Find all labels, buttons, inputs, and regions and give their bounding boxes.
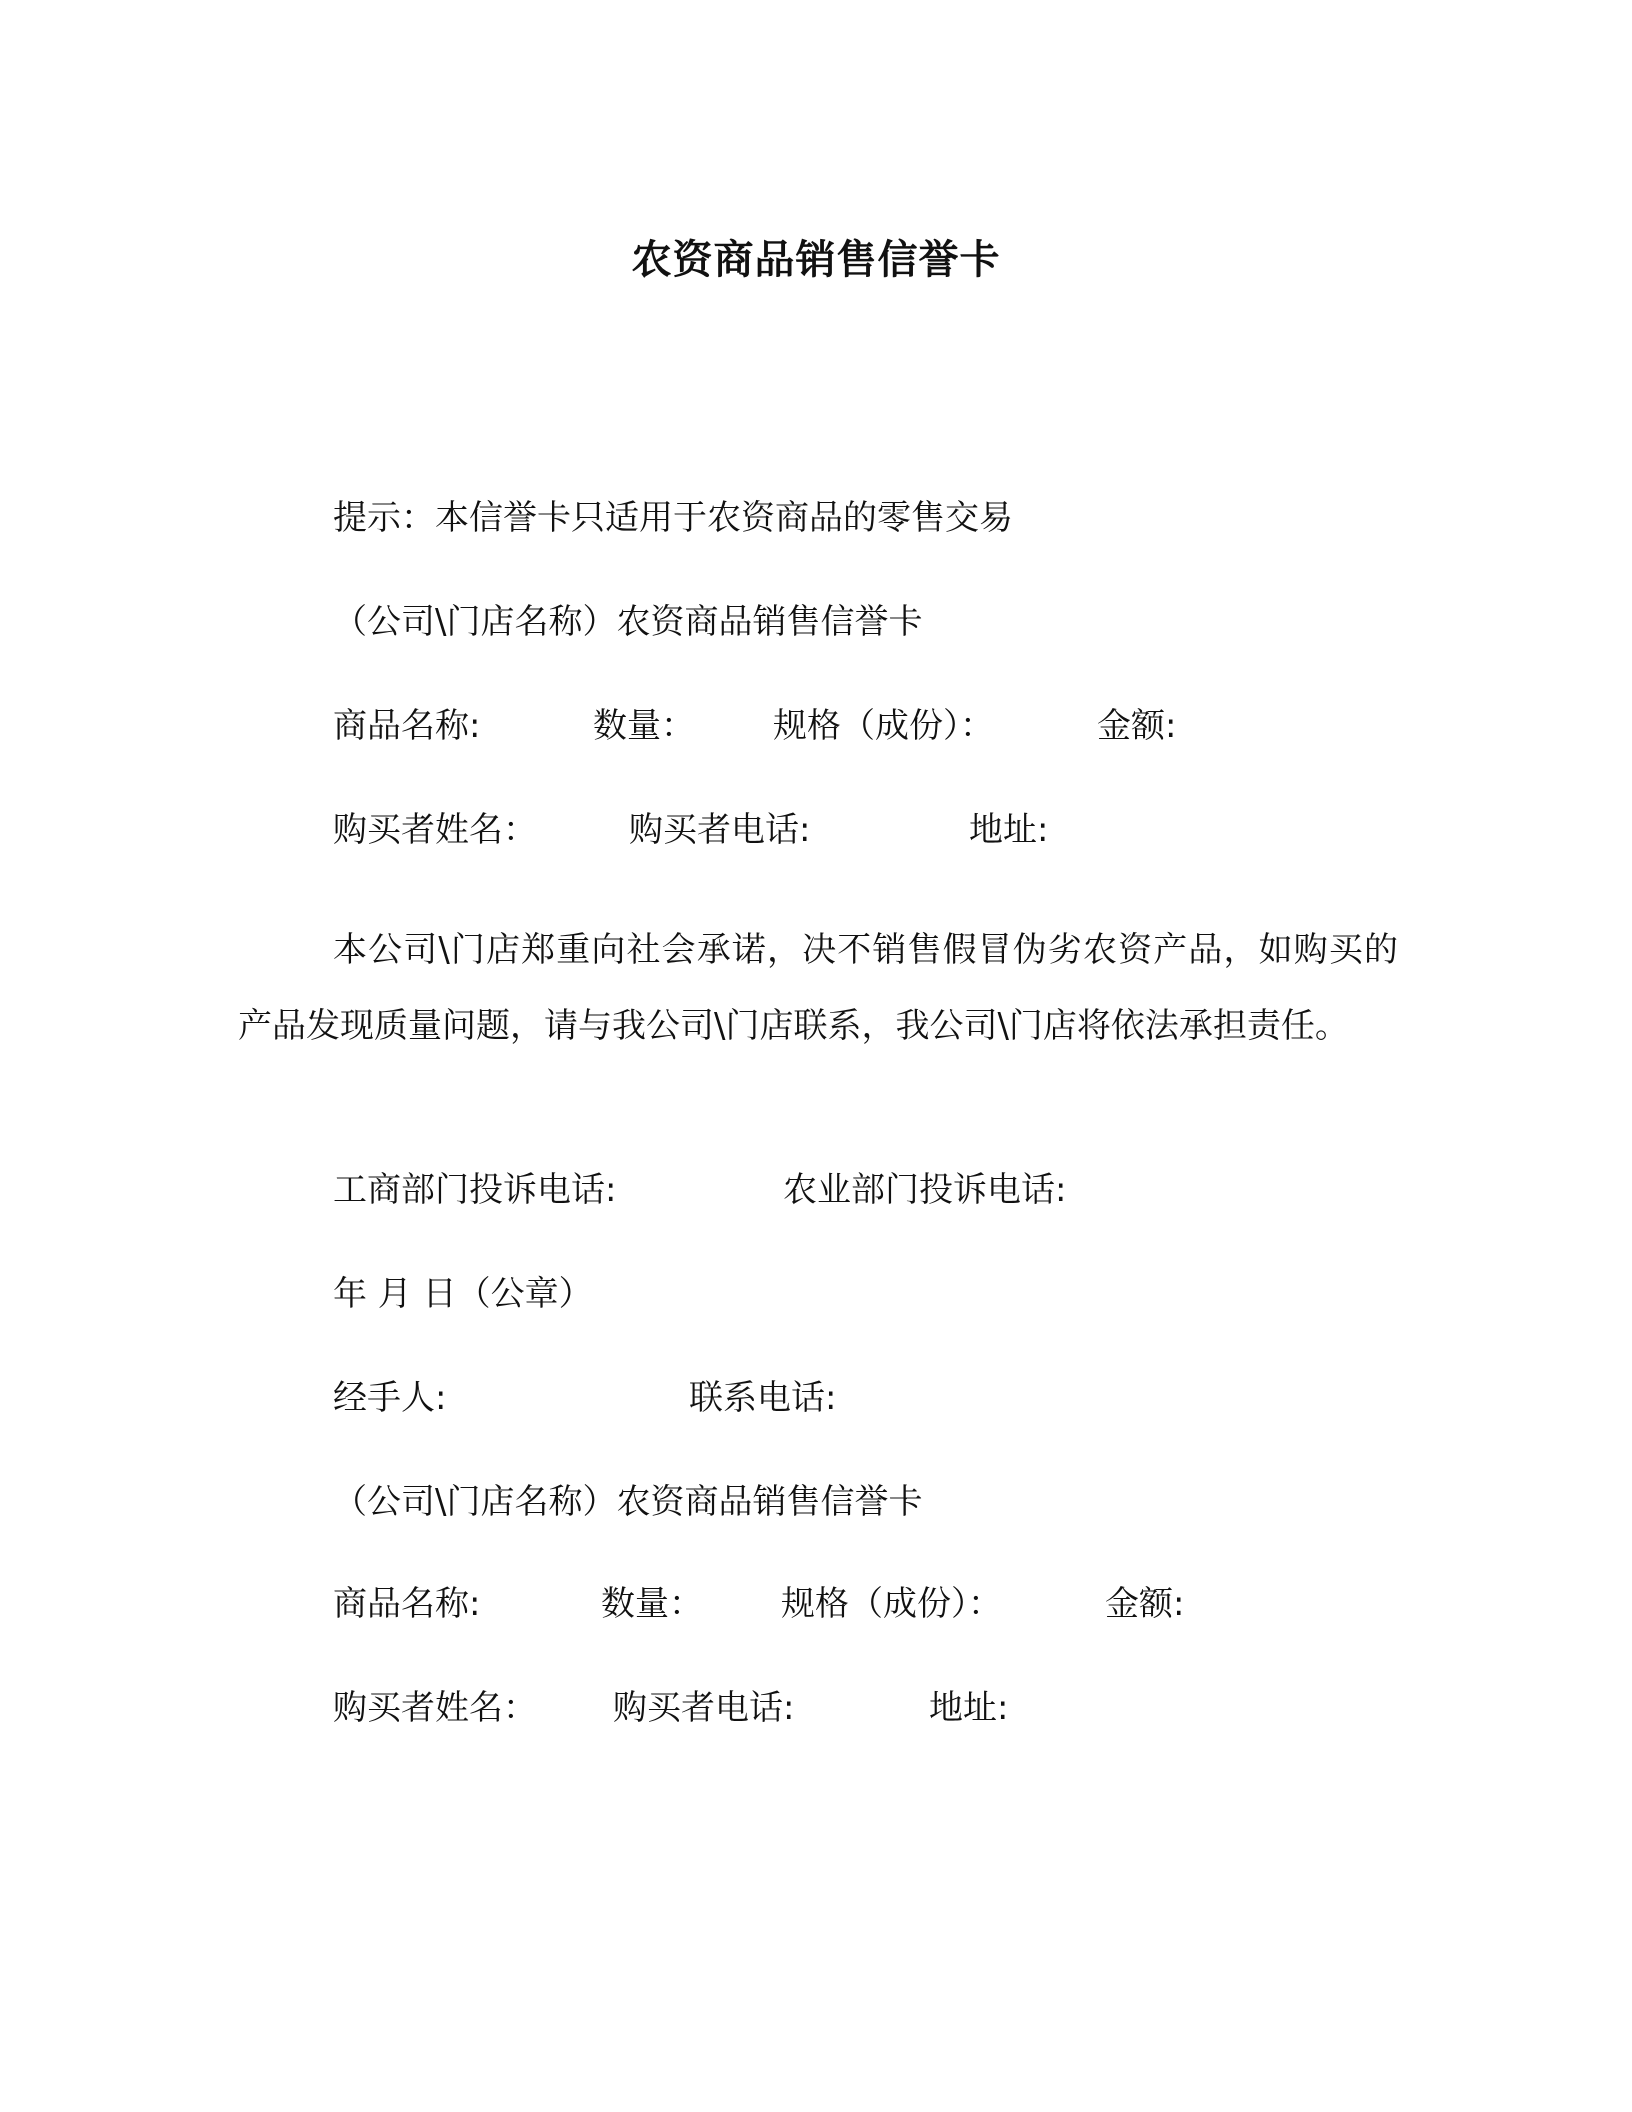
card2-header: （公司\门店名称）农资商品销售信誉卡	[333, 1482, 923, 1522]
date-seal-line: 年 月 日（公章）	[333, 1274, 593, 1314]
card2-buyer-name-label: 购买者姓名：	[333, 1688, 537, 1728]
document-title: 农资商品销售信誉卡	[631, 237, 1001, 283]
handler-label: 经手人:	[333, 1378, 447, 1418]
card2-quantity-label: 数量：	[601, 1584, 703, 1624]
card2-buyer-phone-label: 购买者电话:	[613, 1688, 795, 1728]
card1-address-label: 地址:	[969, 810, 1049, 850]
card1-product-name-label: 商品名称:	[333, 706, 481, 746]
handler-phone-label: 联系电话:	[689, 1378, 837, 1418]
notice-text: 提示：本信誉卡只适用于农资商品的零售交易	[333, 498, 1013, 538]
card1-buyer-phone-label: 购买者电话:	[629, 810, 811, 850]
card1-buyer-name-label: 购买者姓名：	[333, 810, 537, 850]
card1-quantity-label: 数量：	[593, 706, 695, 746]
card2-spec-label: 规格（成份）：	[781, 1584, 1002, 1624]
card2-product-name-label: 商品名称:	[333, 1584, 481, 1624]
agriculture-complaint-label: 农业部门投诉电话:	[783, 1170, 1067, 1210]
card1-header: （公司\门店名称）农资商品销售信誉卡	[333, 602, 923, 642]
card2-amount-label: 金额:	[1105, 1584, 1185, 1624]
promise-paragraph: 本公司\门店郑重向社会承诺，决不销售假冒伪劣农资产品，如购买的产品发现质量问题，请与我公司\门店联系，我公司\门店将依法承担责任。	[238, 930, 1398, 1046]
card2-address-label: 地址:	[929, 1688, 1009, 1728]
card1-amount-label: 金额:	[1097, 706, 1177, 746]
commerce-complaint-label: 工商部门投诉电话:	[333, 1170, 617, 1210]
card1-spec-label: 规格（成份）：	[773, 706, 994, 746]
